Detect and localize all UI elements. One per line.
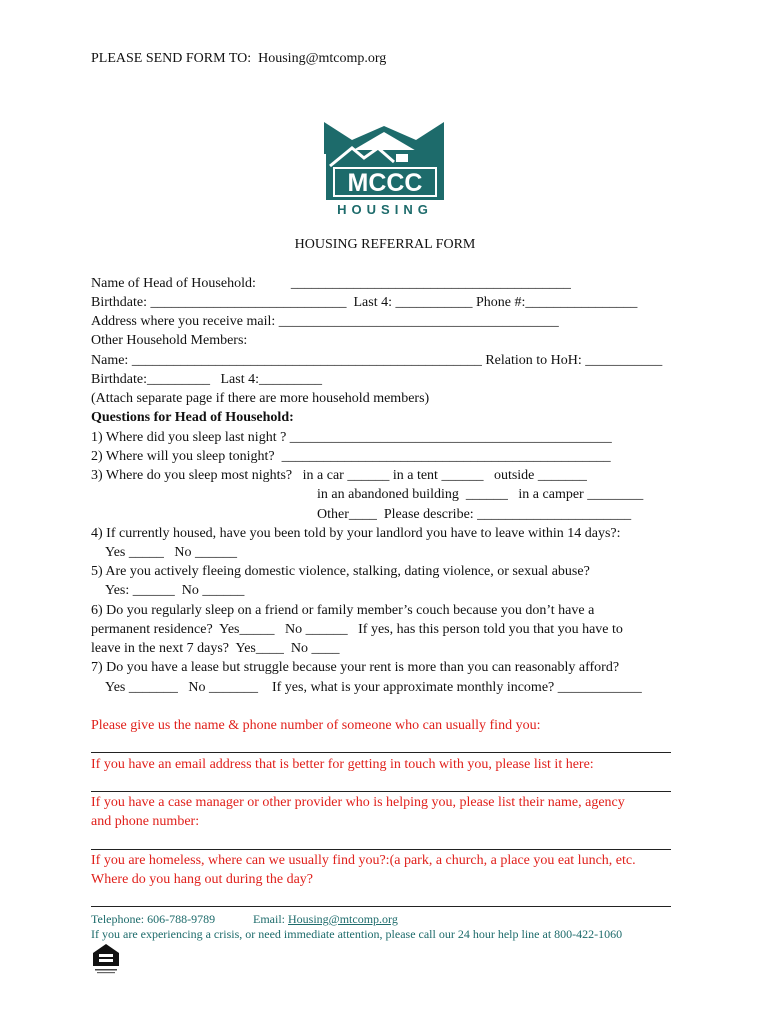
questions-heading: Questions for Head of Household: <box>91 410 294 425</box>
form-title: HOUSING REFERRAL FORM <box>294 237 476 252</box>
question-5-answer[interactable]: Yes: ______ No ______ <box>105 583 245 598</box>
case-manager-prompt-2: and phone number: <box>91 814 200 829</box>
footer-email-label: Email: <box>253 912 288 926</box>
email-prompt: If you have an email address that is better for getting in touch with you, please list it here: <box>91 757 594 772</box>
mccc-housing-logo <box>322 118 448 218</box>
location-prompt-2: Where do you hang out during the day? <box>91 872 313 887</box>
contact-person-prompt: Please give us the name & phone number of someone who can usually find you: <box>91 718 541 733</box>
mailing-address-field[interactable]: Address where you receive mail: ________________________________________ <box>91 314 559 329</box>
attach-page-note: (Attach separate page if there are more household members) <box>91 391 430 406</box>
footer-crisis-line: If you are experiencing a crisis, or need immediate attention, please call our 24 hour help line at 800-422-1060 <box>91 927 623 941</box>
location-line[interactable] <box>91 906 671 907</box>
question-6-line-2[interactable]: permanent residence? Yes_____ No ______ If yes, has this person told you that you have to <box>91 622 623 637</box>
question-5: 5) Are you actively fleeing domestic violence, stalking, dating violence, or sexual abuse? <box>91 564 590 579</box>
case-manager-prompt: If you have a case manager or other provider who is helping you, please list their name, agency <box>91 795 625 810</box>
question-2[interactable]: 2) Where will you sleep tonight? _______________________________________________ <box>91 449 611 464</box>
member-birthdate-last4-field[interactable]: Birthdate:_________ Last 4:_________ <box>91 372 322 387</box>
footer-email-link[interactable]: Housing@mtcomp.org <box>288 912 398 926</box>
member-name-relation-field[interactable]: Name: __________________________________________________ Relation to HoH: ___________ <box>91 353 663 368</box>
question-3[interactable]: 3) Where do you sleep most nights? in a car ______ in a tent ______ outside _______ <box>91 468 587 483</box>
equal-housing-icon <box>91 942 121 974</box>
question-6-line-3[interactable]: leave in the next 7 days? Yes____ No ____ <box>91 641 340 656</box>
question-3-options-3[interactable]: Other____ Please describe: ______________________ <box>317 507 632 522</box>
question-6: 6) Do you regularly sleep on a friend or family member’s couch because you don’t have a <box>91 603 595 618</box>
footer-email <box>253 912 398 926</box>
email-line[interactable] <box>91 791 671 792</box>
send-form-to-text: PLEASE SEND FORM TO: Housing@mtcomp.org <box>91 51 387 66</box>
question-1[interactable]: 1) Where did you sleep last night ? ______________________________________________ <box>91 430 612 445</box>
other-members-label: Other Household Members: <box>91 333 248 348</box>
location-prompt: If you are homeless, where can we usually find you?:(a park, a church, a place you eat lunch, etc. <box>91 853 636 868</box>
question-4-answer[interactable]: Yes _____ No ______ <box>105 545 237 560</box>
head-of-household-name-field[interactable]: Name of Head of Household: ________________________________________ <box>91 276 571 291</box>
birthdate-last4-phone-field[interactable]: Birthdate: ____________________________ Last 4: ___________ Phone #:________________ <box>91 295 638 310</box>
question-4: 4) If currently housed, have you been told by your landlord you have to leave within 14 days?: <box>91 526 621 541</box>
logo-text: MCCC <box>347 169 423 197</box>
logo-subtext: HOUSING <box>337 202 433 217</box>
question-7: 7) Do you have a lease but struggle because your rent is more than you can reasonably afford? <box>91 660 620 675</box>
footer-telephone: Telephone: 606-788-9789 <box>91 912 216 926</box>
contact-person-line[interactable] <box>91 752 671 753</box>
question-7-answer[interactable]: Yes _______ No _______ If yes, what is your approximate monthly income? ____________ <box>105 680 642 695</box>
case-manager-line[interactable] <box>91 849 671 850</box>
question-3-options-2[interactable]: in an abandoned building ______ in a camper ________ <box>317 487 644 502</box>
